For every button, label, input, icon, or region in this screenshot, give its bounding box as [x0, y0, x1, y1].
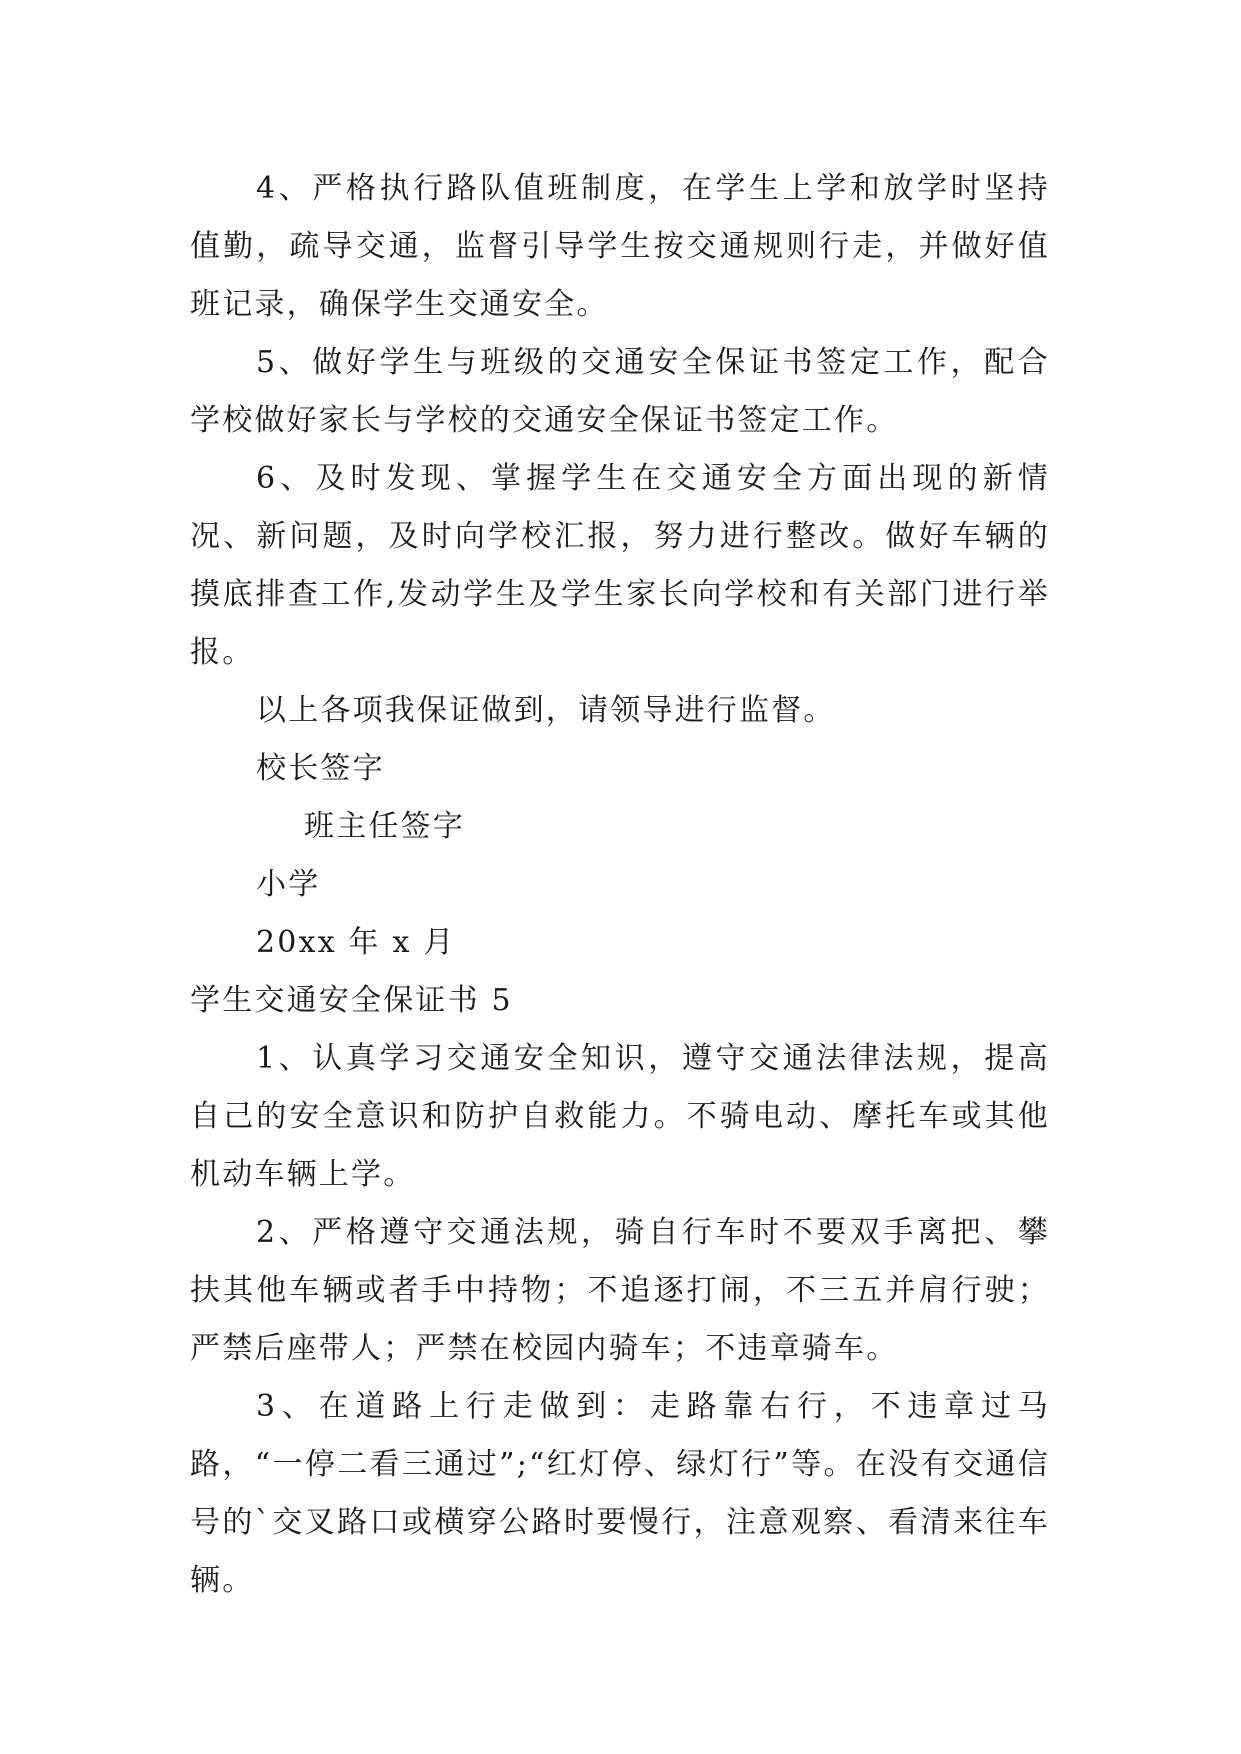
section-title: 学生交通安全保证书 5	[190, 983, 513, 1018]
school-name: 小学	[256, 867, 321, 902]
principal-signature-label: 校长签字	[256, 751, 385, 786]
paragraph-item-3: 3、在道路上行走做到：走路靠右行，不违章过马路，“一停二看三通过”;“红灯停、绿灯行”等。在没有交通信号的`交叉路口或横穿公路时要慢行，注意观察、看清来往车辆。	[190, 1389, 1050, 1598]
document-date: 20xx 年 x 月	[256, 925, 456, 960]
paragraph-item-4: 4、严格执行路队值班制度，在学生上学和放学时坚持值勤，疏导交通，监督引导学生按交通规则行走，并做好值班记录，确保学生交通安全。	[190, 171, 1050, 322]
document-body	[190, 160, 1050, 1610]
pledge-line: 以上各项我保证做到，请领导进行监督。	[256, 693, 836, 728]
teacher-signature-label: 班主任签字	[304, 809, 465, 844]
paragraph-item-5: 5、做好学生与班级的交通安全保证书签定工作，配合学校做好家长与学校的交通安全保证书签定工作。	[190, 345, 1050, 438]
paragraph-item-1: 1、认真学习交通安全知识，遵守交通法律法规，提高自己的安全意识和防护自救能力。不骑电动、摩托车或其他机动车辆上学。	[190, 1041, 1050, 1192]
paragraph-item-6: 6、及时发现、掌握学生在交通安全方面出现的新情况、新问题，及时向学校汇报，努力进行整改。做好车辆的摸底排查工作,发动学生及学生家长向学校和有关部门进行举报。	[190, 461, 1050, 670]
paragraph-item-2: 2、严格遵守交通法规，骑自行车时不要双手离把、攀扶其他车辆或者手中持物；不追逐打闹，不三五并肩行驶；严禁后座带人；严禁在校园内骑车；不违章骑车。	[190, 1215, 1050, 1366]
